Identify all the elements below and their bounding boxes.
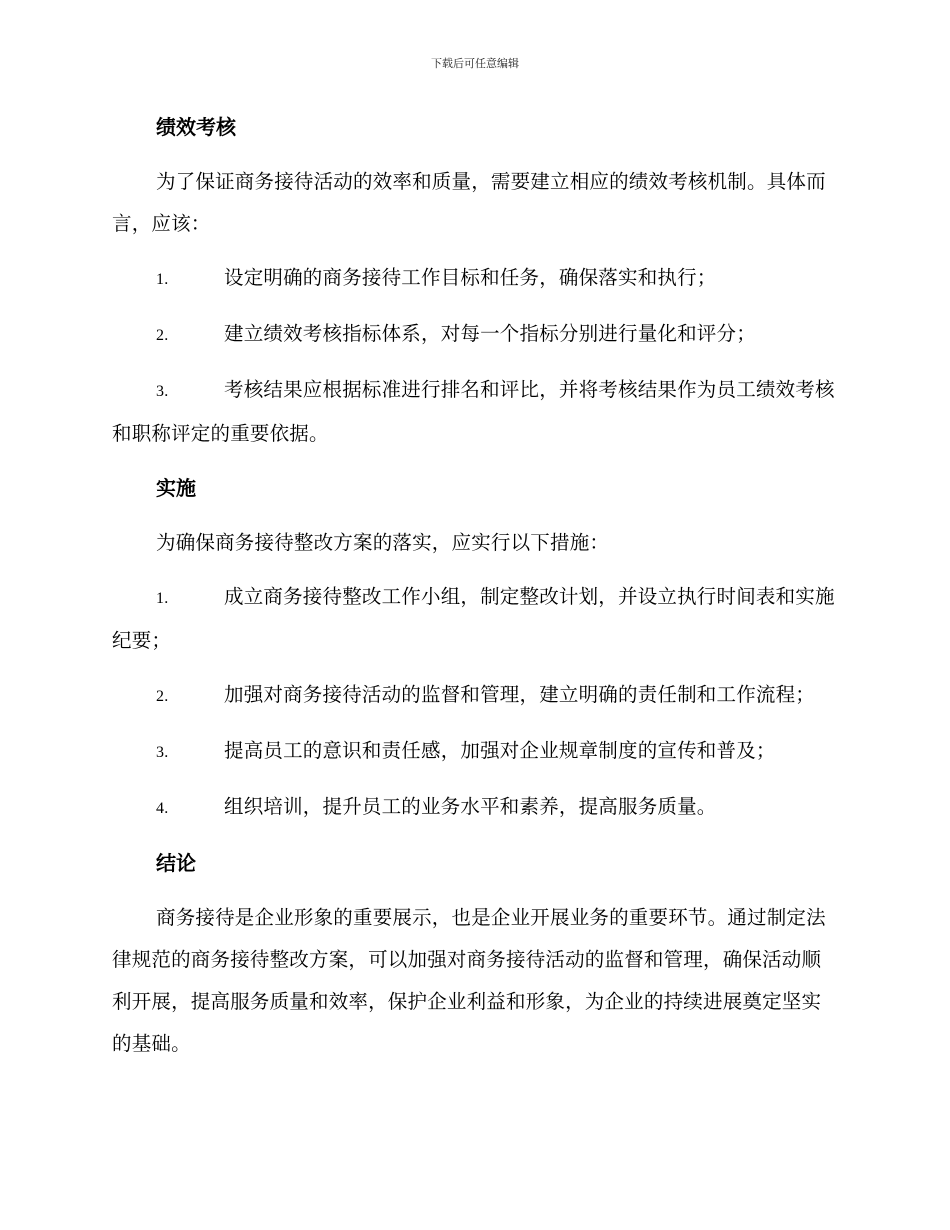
section-intro: 为确保商务接待整改方案的落实，应实行以下措施： (156, 531, 610, 554)
section-heading: 绩效考核 (156, 115, 236, 139)
list-item-number: 3. (156, 383, 169, 400)
list-item (112, 730, 836, 774)
list-item-number: 1. (156, 590, 169, 607)
list-item-text: 成立商务接待整改工作小组，制定整改计划，并设立执行时间表和实施纪要； (112, 585, 835, 652)
list-item-text: 建立绩效考核指标体系，对每一个指标分别进行量化和评分； (224, 322, 756, 345)
list-item-number: 4. (156, 800, 169, 817)
list-item (112, 369, 836, 455)
list-item-text: 设定明确的商务接待工作目标和任务，确保落实和执行； (224, 266, 717, 289)
section-intro: 为了保证商务接待活动的效率和质量，需要建立相应的绩效考核机制。具体而言，应该： (112, 170, 826, 235)
list-item (112, 674, 836, 718)
list-item-number: 3. (156, 744, 169, 761)
list-item-number: 1. (156, 271, 169, 288)
list-item-text: 组织培训，提升员工的业务水平和素养，提高服务质量。 (224, 795, 717, 818)
section-body: 商务接待是企业形象的重要展示，也是企业开展业务的重要环节。通过制定法律规范的商务接待整改方案，可以加强对商务接待活动的监督和管理，确保活动顺利开展，提高服务质量和效率，保护企业利益和形象，为企业的持续进展奠定坚实的基础。 (112, 906, 826, 1055)
list-item (112, 786, 836, 830)
section-heading: 实施 (156, 476, 196, 500)
list-item-text: 考核结果应根据标准进行排名和评比，并将考核结果作为员工绩效考核和职称评定的重要依据。 (112, 378, 835, 445)
header-note: 下载后可任意编辑 (431, 57, 519, 70)
document-body (112, 106, 836, 1065)
list-item (112, 313, 836, 357)
list-item-number: 2. (156, 688, 169, 705)
list-item (112, 257, 836, 301)
list-item (112, 576, 836, 662)
list-item-number: 2. (156, 327, 169, 344)
list-item-text: 加强对商务接待活动的监督和管理，建立明确的责任制和工作流程； (224, 683, 816, 706)
section-heading: 结论 (156, 851, 196, 875)
list-item-text: 提高员工的意识和责任感，加强对企业规章制度的宣传和普及； (224, 739, 776, 762)
